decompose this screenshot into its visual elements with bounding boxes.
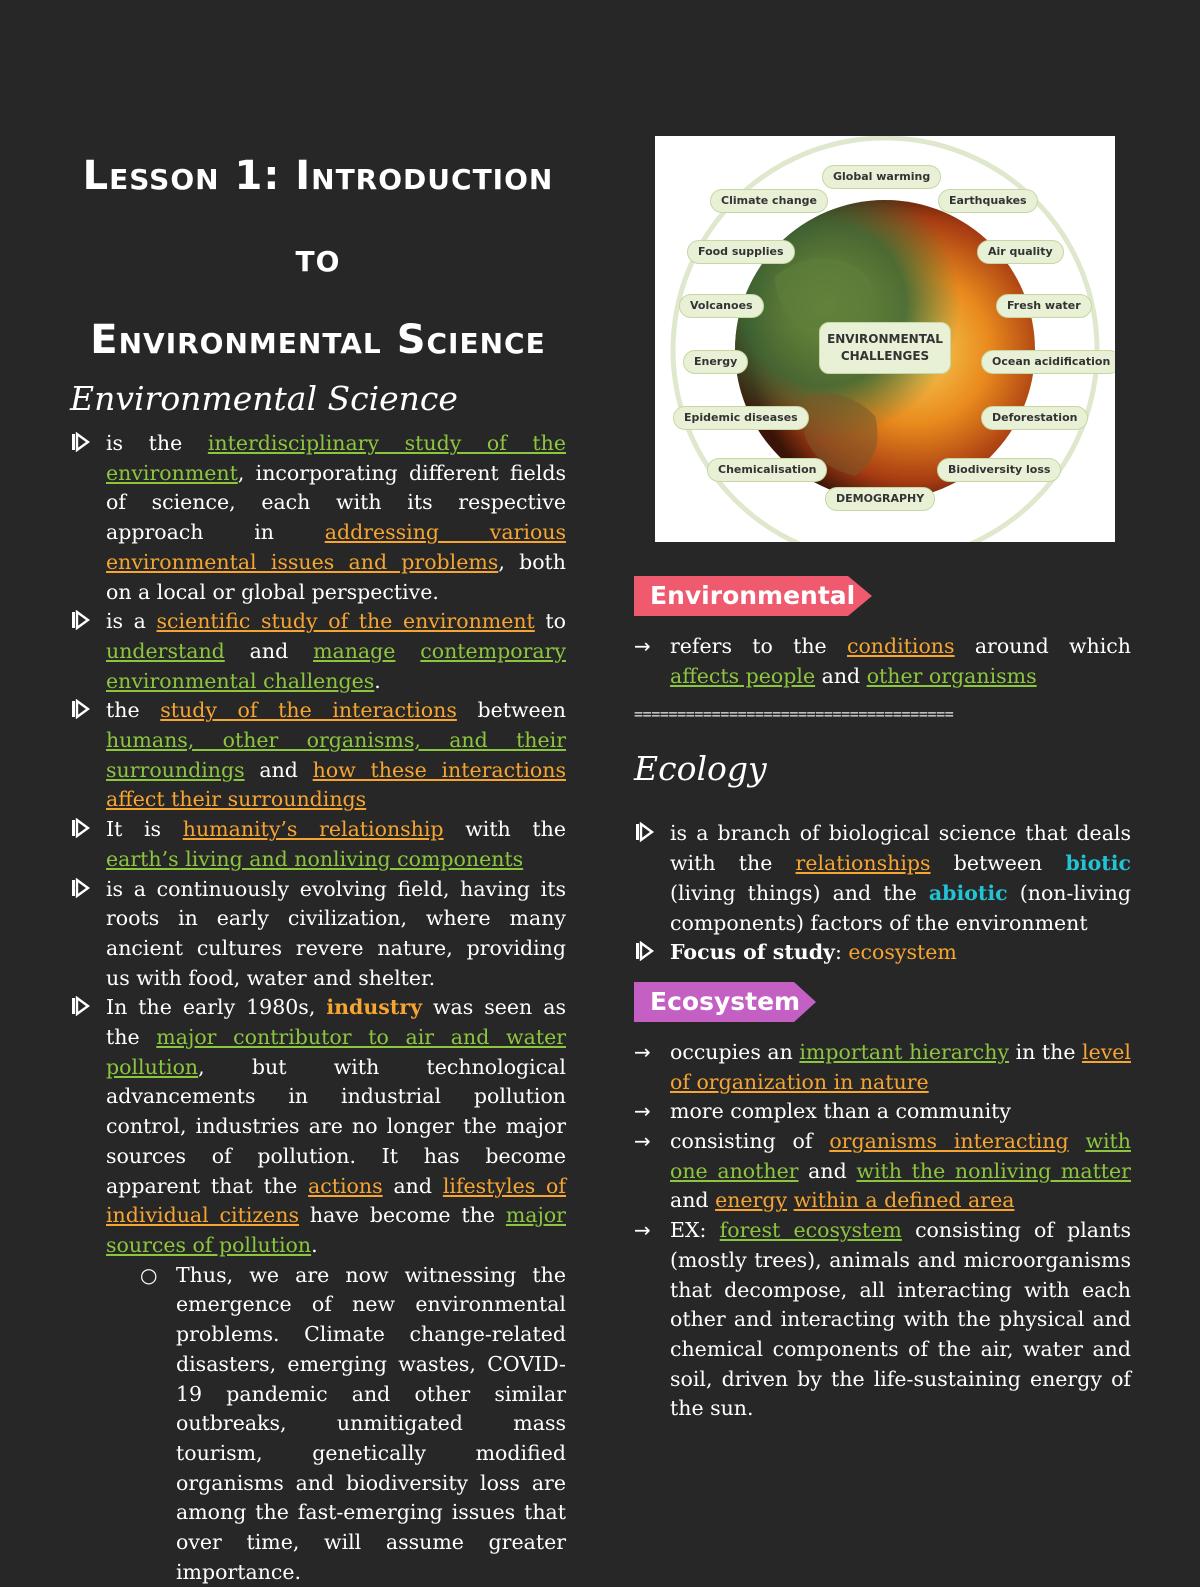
highlight-green: humans, other organisms, and their surroundings <box>106 728 566 782</box>
highlight-green: earth’s living and nonliving components <box>106 846 524 871</box>
list-item <box>634 632 1131 691</box>
text: . <box>311 1232 318 1257</box>
text: , but with technological advancements in industrial pollution control, industries are no longer the major sources of pollution. It has become apparent that the <box>106 1054 566 1198</box>
list-item <box>70 993 566 1260</box>
highlight-green: with one another <box>670 1129 1131 1183</box>
highlight-green: contemporary environmental challenges <box>106 638 566 693</box>
highlight-orange-plain: ecosystem <box>848 940 957 965</box>
lesson-title-line1: Lesson 1: Introduction to <box>82 153 554 281</box>
environmental-challenges-figure <box>655 136 1115 542</box>
right-arrow-icon: → <box>634 1129 651 1154</box>
highlight-orange: within a defined area <box>793 1188 1015 1213</box>
text: and <box>244 757 313 782</box>
right-column <box>634 136 1131 1424</box>
highlight-orange: energy <box>715 1188 788 1213</box>
text: and <box>224 638 314 663</box>
text: more complex than a community <box>670 1099 1011 1124</box>
text: and <box>382 1173 443 1198</box>
text: between <box>930 851 1066 876</box>
text: around which <box>954 634 1131 658</box>
triangle-bullet-icon <box>72 699 90 719</box>
ecosystem-list <box>634 1038 1131 1424</box>
list-item <box>634 938 1131 968</box>
text: . <box>374 668 381 693</box>
right-arrow-icon: → <box>634 1218 651 1243</box>
text: (living things) and the <box>670 880 929 905</box>
tag-ecosystem-label: Ecosystem <box>650 986 801 1016</box>
chip-energy: Energy <box>683 350 748 374</box>
highlight-green: major sources of pollution <box>106 1203 566 1257</box>
text-bold: Focus of study <box>670 940 835 965</box>
list-item <box>634 1097 1131 1127</box>
tag-environmental <box>634 576 1131 616</box>
triangle-bullet-icon <box>72 610 90 630</box>
text: in the <box>1009 1039 1083 1064</box>
highlight-orange: humanity’s relationship <box>182 817 444 842</box>
highlight-green: interdisciplinary study of the environment <box>106 431 566 485</box>
section-heading-ecology: Ecology <box>634 749 767 789</box>
center-line2: CHALLENGES <box>840 349 930 363</box>
text: occupies an <box>670 1039 800 1064</box>
highlight-orange: how these interactions affect their surroundings <box>106 757 566 812</box>
highlight-orange: relationships <box>795 851 931 876</box>
text: It is <box>106 817 183 842</box>
chip-food-supplies: Food supplies <box>687 240 795 264</box>
highlight-green: major contributor to air and water pollution <box>106 1025 566 1079</box>
right-arrow-icon: → <box>634 1099 651 1124</box>
center-line1: ENVIRONMENTAL <box>827 332 943 346</box>
text <box>395 639 420 663</box>
highlight-orange: study of the interactions <box>160 698 457 723</box>
list-item <box>70 607 566 696</box>
list-item <box>634 1038 1131 1097</box>
highlight-orange-bold: industry <box>326 995 422 1020</box>
ecology-list <box>634 819 1131 968</box>
chip-global-warming: Global warming <box>822 165 941 189</box>
text: In the early 1980s, <box>106 995 327 1020</box>
text: with the <box>443 817 566 842</box>
text: is a continuously evolving field, having its roots in early civilization, where many ancient cultures revere nature, providing us with food, water and shelter. <box>106 876 566 990</box>
chip-chemicalisation: Chemicalisation <box>707 458 827 482</box>
chip-epidemic-diseases: Epidemic diseases <box>673 406 809 430</box>
highlight-green: understand <box>106 638 225 663</box>
highlight-orange: scientific study of the environment <box>156 609 535 634</box>
text <box>1069 1129 1086 1153</box>
text: consisting of plants (mostly trees), animals and microorganisms that decompose, all interacting with each other and interacting with the physical and chemical components of the air, water and soil, driven by the life-sustaining energy of the sun. <box>670 1218 1131 1421</box>
text: was seen as the <box>106 995 566 1050</box>
highlight-green: manage <box>313 638 396 663</box>
chip-volcanoes: Volcanoes <box>679 294 764 318</box>
chip-earthquakes: Earthquakes <box>938 189 1038 213</box>
list-item <box>634 819 1131 938</box>
text: EX: <box>670 1218 720 1243</box>
text: and <box>815 663 867 688</box>
highlight-cyan: abiotic <box>928 880 1008 905</box>
text: Thus, we are now witnessing the emergence of new environmental problems. Climate change-related disasters, emerging wastes, COVID-19 pandemic and other similar outbreaks, unmitigated mass tourism, genetically modified organisms and biodiversity loss are among the fast-emerging issues that over time, will assume greater importance. <box>176 1262 566 1584</box>
highlight-orange: addressing various environmental issues and problems <box>106 520 567 574</box>
right-arrow-icon: → <box>634 1039 651 1064</box>
sub-list-item <box>140 1261 566 1587</box>
chip-deforestation: Deforestation <box>981 406 1088 430</box>
text: have become the <box>299 1203 506 1228</box>
center-label-environmental-challenges <box>819 322 951 374</box>
chip-biodiversity-loss: Biodiversity loss <box>937 458 1061 482</box>
hollow-circle-bullet-icon: ○ <box>140 1262 158 1287</box>
highlight-orange: level of organization in nature <box>670 1039 1131 1094</box>
chip-ocean-acidification: Ocean acidification <box>981 350 1115 374</box>
highlight-cyan: biotic <box>1065 851 1131 876</box>
sub-list <box>70 1261 566 1587</box>
text: and <box>670 1188 716 1213</box>
highlight-green: forest ecosystem <box>719 1218 902 1243</box>
right-arrow-icon: → <box>634 634 651 658</box>
text: is the <box>106 431 208 455</box>
triangle-bullet-icon <box>636 822 654 842</box>
list-item <box>70 696 566 815</box>
lesson-title <box>70 135 566 381</box>
list-item <box>70 815 566 874</box>
highlight-green: affects people <box>670 663 816 688</box>
chip-demography: DEMOGRAPHY <box>825 487 935 511</box>
triangle-bullet-icon <box>72 818 90 838</box>
list-item <box>70 875 566 994</box>
highlight-green: important hierarchy <box>799 1039 1010 1064</box>
highlight-green: other organisms <box>866 663 1037 688</box>
chip-air-quality: Air quality <box>977 240 1064 264</box>
text: , both on a local or global perspective. <box>106 549 566 604</box>
text: the <box>106 698 161 723</box>
text: : <box>834 940 849 965</box>
triangle-bullet-icon <box>72 878 90 898</box>
separator-line: ===================================== <box>634 705 954 724</box>
text: to <box>534 609 566 634</box>
tag-environmental-label: Environmental <box>650 581 856 610</box>
chip-climate-change: Climate change <box>710 189 828 213</box>
text: , incorporating different fields of science, each with its respective approach in <box>106 460 566 545</box>
text: is a branch of biological science that deals with the <box>670 821 1131 876</box>
text: (non-living components) factors of the environment <box>670 880 1131 935</box>
text: consisting of <box>670 1129 830 1154</box>
highlight-orange: organisms interacting <box>829 1129 1069 1154</box>
tag-ecosystem <box>634 982 1131 1022</box>
highlight-orange: actions <box>308 1173 383 1198</box>
highlight-orange: lifestyles of individual citizens <box>106 1173 566 1228</box>
list-item <box>70 429 566 607</box>
text: between <box>456 698 566 723</box>
list-item <box>634 1127 1131 1216</box>
left-column <box>70 135 566 1587</box>
section-heading-environmental-science: Environmental Science <box>70 379 458 418</box>
chip-fresh-water: Fresh water <box>996 294 1092 318</box>
text: and <box>798 1158 857 1183</box>
highlight-orange: conditions <box>846 634 955 658</box>
environmental-science-list <box>70 429 566 1261</box>
environmental-list <box>634 632 1131 691</box>
triangle-bullet-icon <box>72 432 90 452</box>
triangle-bullet-icon <box>72 996 90 1016</box>
triangle-bullet-icon <box>636 941 654 961</box>
text: refers to the <box>670 634 847 658</box>
highlight-green: with the nonliving matter <box>856 1158 1131 1183</box>
lesson-title-line2: Environmental Science <box>90 317 546 363</box>
list-item <box>634 1216 1131 1424</box>
text: is a <box>106 609 157 634</box>
